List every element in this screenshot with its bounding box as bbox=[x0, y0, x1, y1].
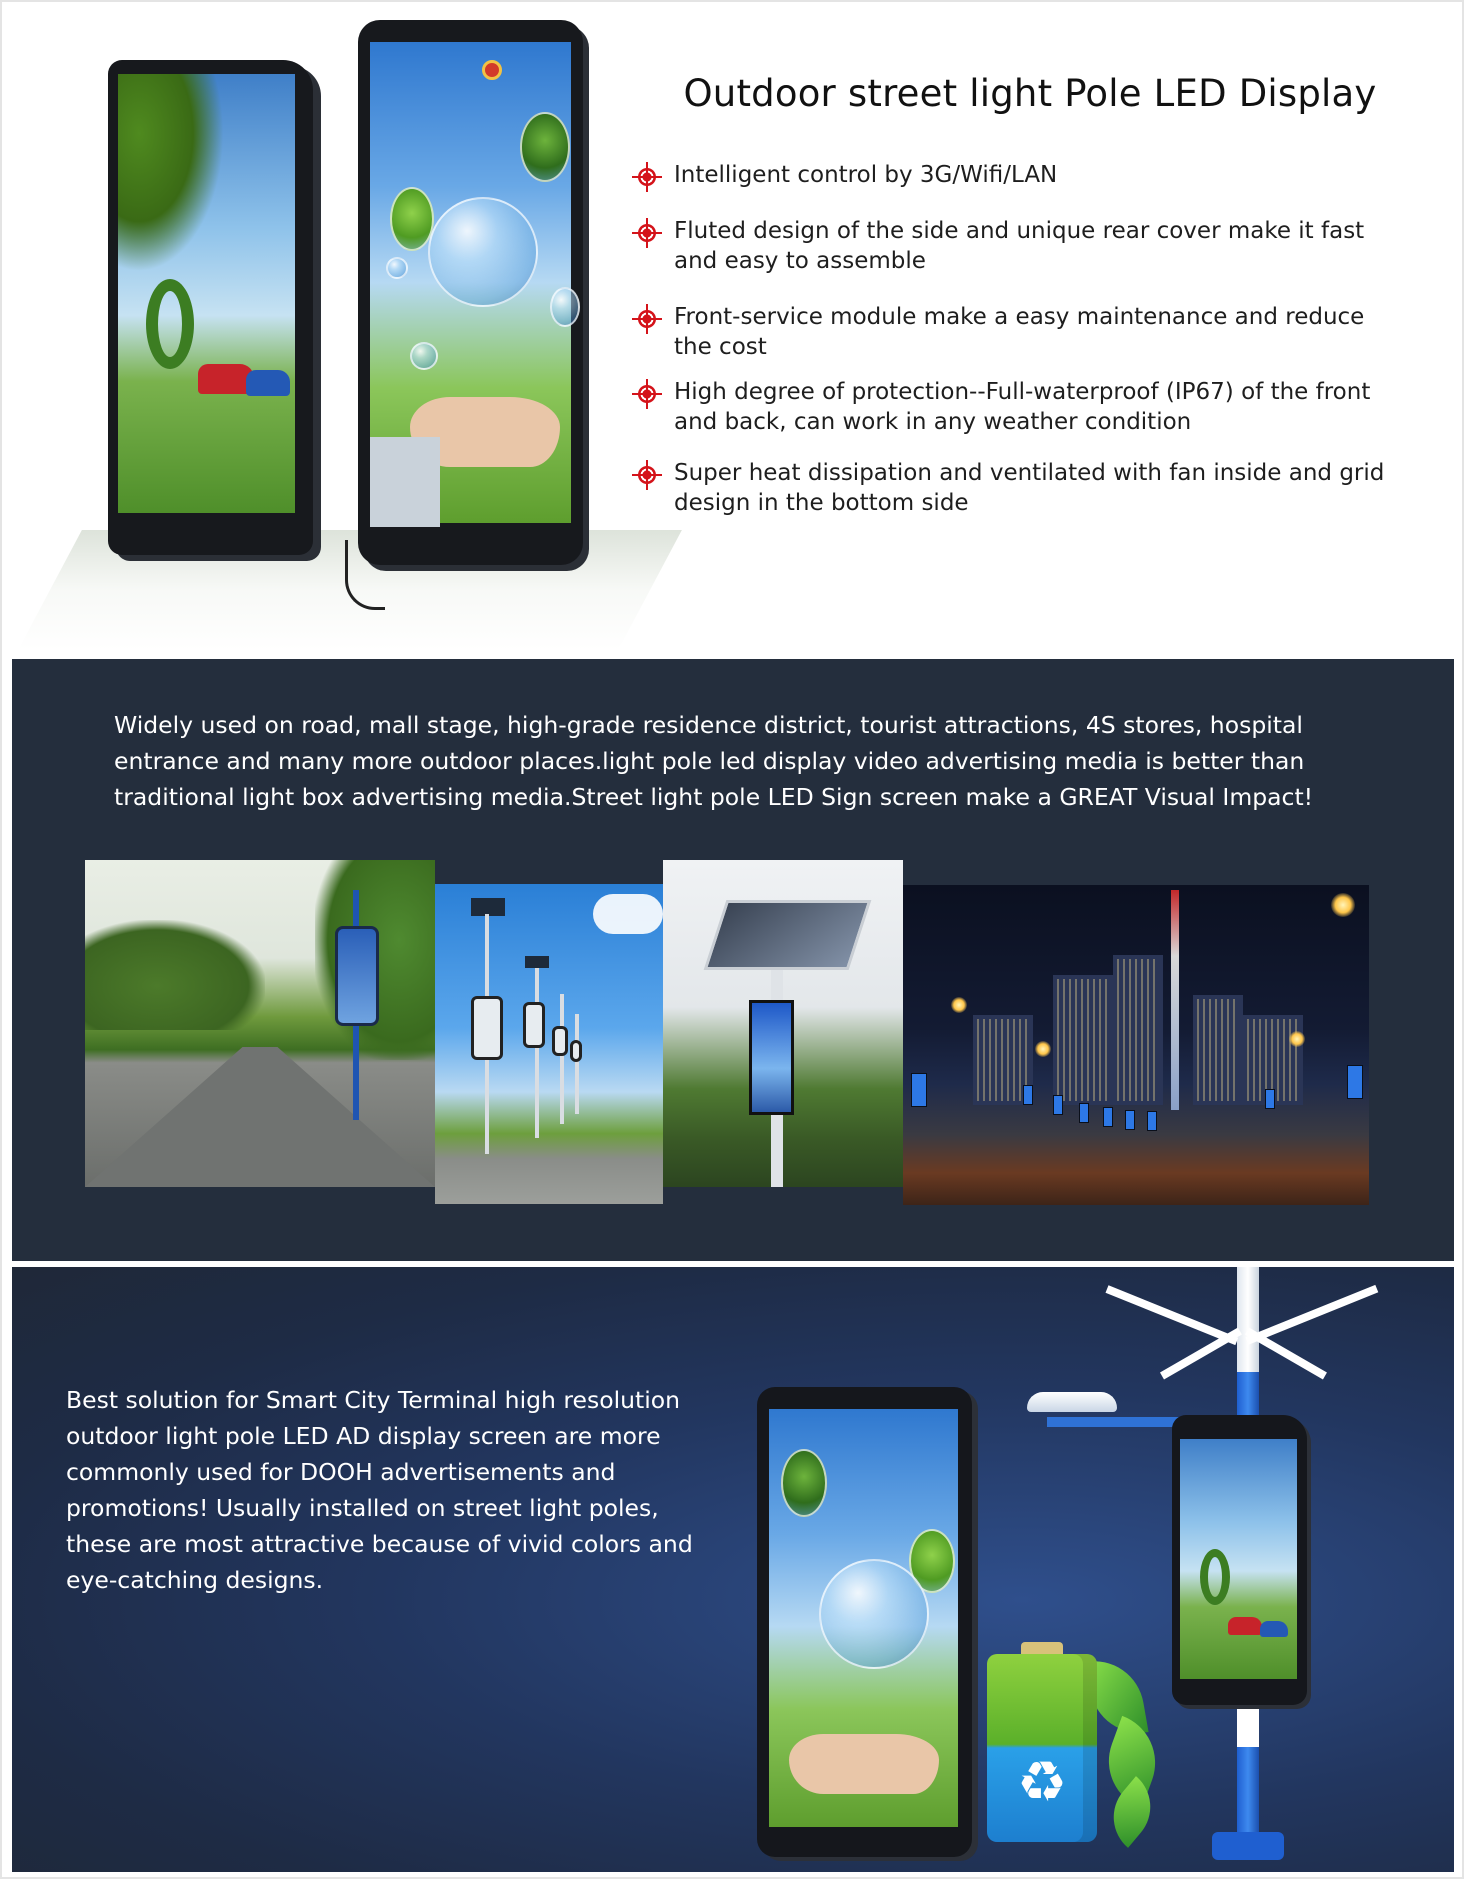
feature-text: Super heat dissipation and ventilated with fan inside and grid design in the bottom side bbox=[674, 460, 1385, 516]
pole-display-graphic bbox=[335, 926, 379, 1026]
pole-arm-graphic bbox=[1106, 1285, 1239, 1345]
pole-display-graphic bbox=[1053, 1095, 1063, 1115]
battery-image bbox=[987, 1642, 1097, 1842]
solar-panel-graphic bbox=[704, 900, 872, 970]
solar-pole-closeup-photo bbox=[663, 860, 903, 1187]
feature-text: Intelligent control by 3G/Wifi/LAN bbox=[674, 162, 1058, 188]
leaf-graphic bbox=[1097, 1776, 1166, 1848]
display-screen bbox=[118, 74, 295, 513]
street-lamp-graphic bbox=[1289, 1031, 1305, 1047]
pole-graphic bbox=[560, 994, 564, 1124]
pole-arm-graphic bbox=[1160, 1328, 1242, 1380]
led-display-image-front bbox=[757, 1387, 972, 1857]
applications-paragraph: Widely used on road, mall stage, high-grade residence district, tourist attractions, 4S stores, hospital entrance and many more outdoor places.light pole led display video advertising media is better than traditional light box advertising media.Street light pole LED Sign screen make a GREAT Visual Impact! bbox=[114, 711, 1314, 811]
solar-panel-graphic bbox=[525, 956, 549, 968]
recycle-icon: ♻ bbox=[1016, 1750, 1068, 1815]
bubble-small-graphic bbox=[410, 342, 438, 370]
red-target-icon bbox=[632, 218, 662, 248]
red-car-graphic bbox=[1228, 1617, 1262, 1635]
street-lamp-graphic bbox=[951, 997, 967, 1013]
bubble-city-graphic bbox=[819, 1559, 929, 1669]
bubble-city-graphic bbox=[428, 197, 538, 307]
pole-base-graphic bbox=[1212, 1832, 1284, 1860]
building-graphic bbox=[1053, 975, 1113, 1105]
pole-display-graphic bbox=[523, 1002, 545, 1048]
pole-display-graphic bbox=[1103, 1107, 1113, 1127]
pole-mounted-display-image bbox=[1172, 1415, 1307, 1705]
pole-arm-graphic bbox=[1246, 1285, 1379, 1345]
pole-display-graphic bbox=[1147, 1111, 1157, 1131]
pole-display-graphic bbox=[1023, 1085, 1033, 1105]
building-graphic bbox=[1193, 995, 1243, 1105]
red-target-icon bbox=[632, 460, 662, 490]
led-display-image-left bbox=[108, 60, 313, 555]
sleeve-graphic bbox=[370, 437, 440, 527]
tree-graphic bbox=[85, 920, 265, 1030]
feature-text: Fluted design of the side and unique rear cover make it fast and easy to assemble bbox=[674, 218, 1365, 274]
blue-car-graphic bbox=[1260, 1621, 1288, 1637]
tower-graphic bbox=[1171, 890, 1179, 1110]
pole-display-graphic bbox=[552, 1026, 568, 1056]
cloud-graphic bbox=[593, 894, 663, 934]
pole-display-graphic bbox=[1347, 1065, 1363, 1099]
display-screen bbox=[370, 42, 571, 523]
smart-city-paragraph: Best solution for Smart City Terminal high resolution outdoor light pole LED AD display screen are more commonly used for DOOH advertisements and promotions! Usually installed on street light poles, these are most attractive because of vivid colors and eye-catching designs. bbox=[66, 1386, 693, 1594]
bubble-small-graphic bbox=[386, 257, 408, 279]
pole-display-graphic bbox=[1125, 1110, 1135, 1130]
pole-display-graphic bbox=[911, 1073, 927, 1107]
led-display-image-right bbox=[358, 20, 583, 565]
pole-display-graphic bbox=[570, 1040, 582, 1062]
street-lamp-graphic bbox=[1331, 893, 1355, 917]
road-installation-photo bbox=[85, 860, 435, 1187]
tree-graphic bbox=[118, 74, 224, 272]
lamp-head-graphic bbox=[1027, 1392, 1117, 1412]
emblem-graphic bbox=[482, 60, 502, 80]
hand-graphic bbox=[789, 1734, 939, 1794]
pole-display-graphic bbox=[471, 996, 503, 1060]
solar-pole-street-photo bbox=[435, 884, 663, 1204]
building-graphic bbox=[1113, 955, 1163, 1105]
applications-section bbox=[12, 659, 1454, 1261]
display-screen bbox=[769, 1409, 958, 1827]
blue-car-graphic bbox=[246, 370, 290, 396]
pole-graphic bbox=[575, 1014, 579, 1114]
display-screen bbox=[1180, 1439, 1297, 1679]
page-title: Outdoor street light Pole LED Display bbox=[683, 72, 1377, 115]
bubble-tree-graphic bbox=[781, 1449, 827, 1517]
red-target-icon bbox=[632, 379, 662, 409]
bubble-small-graphic bbox=[550, 287, 580, 327]
bubble-heart-graphic bbox=[390, 187, 434, 251]
pole-graphic bbox=[535, 968, 539, 1138]
road-graphic bbox=[85, 1047, 435, 1187]
smart-city-section bbox=[12, 1267, 1454, 1872]
pole-display-graphic bbox=[1265, 1089, 1275, 1109]
red-target-icon bbox=[632, 304, 662, 334]
pole-display-graphic bbox=[1079, 1103, 1089, 1123]
bubble-tree-graphic bbox=[520, 112, 570, 182]
hedge-ring-graphic bbox=[146, 279, 194, 369]
city-night-photo bbox=[903, 885, 1369, 1205]
street-lamp-graphic bbox=[1035, 1041, 1051, 1057]
feature-text: Front-service module make a easy maintenance and reduce the cost bbox=[674, 304, 1365, 360]
pole-display-graphic bbox=[749, 1000, 794, 1115]
hedge-ring-graphic bbox=[1200, 1549, 1230, 1605]
feature-text: High degree of protection--Full-waterproof (IP67) of the front and back, can work in any weather condition bbox=[674, 379, 1371, 435]
hero-section bbox=[0, 0, 1464, 655]
red-target-icon bbox=[632, 162, 662, 192]
